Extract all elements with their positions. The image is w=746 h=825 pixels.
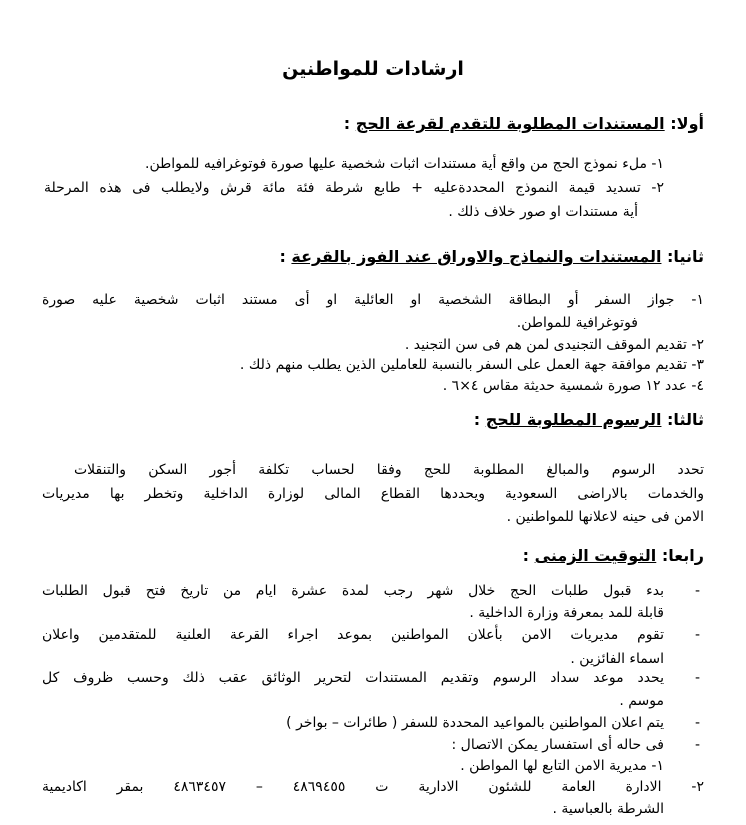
section-4-line-8: فى حاله أى استفسار يمكن الاتصال : xyxy=(451,737,664,753)
section-4-line-1: بدء قبول طلبات الحج خلال شهر رجب لمدة عشرة ايام من تاريخ فتح قبول الطلبات xyxy=(42,583,664,599)
section-1-suffix: : xyxy=(343,114,351,133)
section-3-prefix: ثالثا: xyxy=(667,410,704,429)
section-4-line-6: موسم . xyxy=(619,693,664,709)
section-4-line-10: ٢- الادارة العامة للشئون الادارية ت ٤٨٦٩٤٥٥ – ٤٨٦٣٤٥٧ بمقر اكاديمية xyxy=(42,779,704,795)
section-3-line-1: تحدد الرسوم والمبالغ المطلوبة للحج وفقا لحساب تكلفة أجور السكن والتنقلات xyxy=(74,462,704,478)
section-2-line-5: ٤- عدد ١٢ صورة شمسية حديثة مقاس ٤×٦ . xyxy=(442,378,704,394)
section-4-line-3: تقوم مديريات الامن بأعلان المواطنين بموعد اجراء القرعة العلنية للمتقدمين واعلان xyxy=(42,627,664,643)
bullet: - xyxy=(694,670,700,686)
section-4-heading xyxy=(523,546,704,565)
bullet: - xyxy=(694,737,700,753)
section-3-title: الرسوم المطلوبة للحج xyxy=(485,410,662,429)
section-3-line-2: والخدمات بالاراضى السعودية ويحددها القطاع المالى لوزارة الداخلية وتخطر بها مديريات xyxy=(42,486,704,502)
bullet: - xyxy=(694,715,700,731)
section-2-suffix: : xyxy=(279,247,286,266)
section-4-line-7: يتم اعلان المواطنين بالمواعيد المحددة للسفر ( طائرات – بواخر ) xyxy=(286,715,664,731)
document-title: ارشادات للمواطنين xyxy=(282,58,464,80)
section-2-heading xyxy=(279,247,704,266)
section-4-suffix: : xyxy=(522,546,530,565)
section-4-line-2: قابلة للمد بمعرفة وزارة الداخلية . xyxy=(469,605,664,621)
section-3-heading xyxy=(474,410,704,429)
section-4-line-5: يحدد موعد سداد الرسوم وتقديم المستندات لتحرير الوثائق عقب ذلك وحسب ظروف كل xyxy=(42,670,664,686)
section-4-line-11: الشرطة بالعباسية . xyxy=(552,801,664,817)
section-4-title: التوقيت الزمنى xyxy=(534,546,657,565)
section-2-line-2: فوتوغرافية للمواطن. xyxy=(516,315,638,331)
section-3-suffix: : xyxy=(473,410,481,429)
section-2-line-3: ٢- تقديم الموقف التجنيدى لمن هم فى سن التجنيد . xyxy=(404,337,704,353)
bullet: - xyxy=(694,583,700,599)
section-4-line-9: ١- مديرية الامن التابع لها المواطن . xyxy=(460,758,664,774)
section-4-prefix: رابعا: xyxy=(661,546,704,565)
section-2-line-4: ٣- تقديم موافقة جهة العمل على السفر بالنسبة للعاملين الذين يطلب منهم ذلك . xyxy=(239,357,704,373)
section-2-title: المستندات والنماذج والاوراق عند الفوز بالقرعة xyxy=(291,247,662,266)
section-1-heading xyxy=(344,114,704,133)
section-4-line-4: اسماء الفائزين . xyxy=(570,651,664,667)
section-2-prefix: ثانيا: xyxy=(667,247,704,266)
section-3-line-3: الامن فى حينه لاعلانها للمواطنين . xyxy=(506,509,704,525)
bullet: - xyxy=(694,627,700,643)
section-1-title: المستندات المطلوبة للتقدم لقرعة الحج xyxy=(355,114,665,133)
section-1-line-3: أية مستندات او صور خلاف ذلك . xyxy=(448,204,638,220)
section-2-line-1: ١- جواز السفر أو البطاقة الشخصية او العائلية او أى مستند اثبات شخصية عليه صورة xyxy=(42,292,704,308)
section-1-prefix: أولا: xyxy=(670,114,704,133)
section-1-line-2: ٢- تسديد قيمة النموذج المحددةعليه + طابع شرطة فئة مائة قرش ولايطلب فى هذه المرحلة xyxy=(44,180,664,196)
section-1-line-1: ١- ملء نموذج الحج من واقع أية مستندات اثبات شخصية عليها صورة فوتوغرافيه للمواطن. xyxy=(145,156,664,172)
